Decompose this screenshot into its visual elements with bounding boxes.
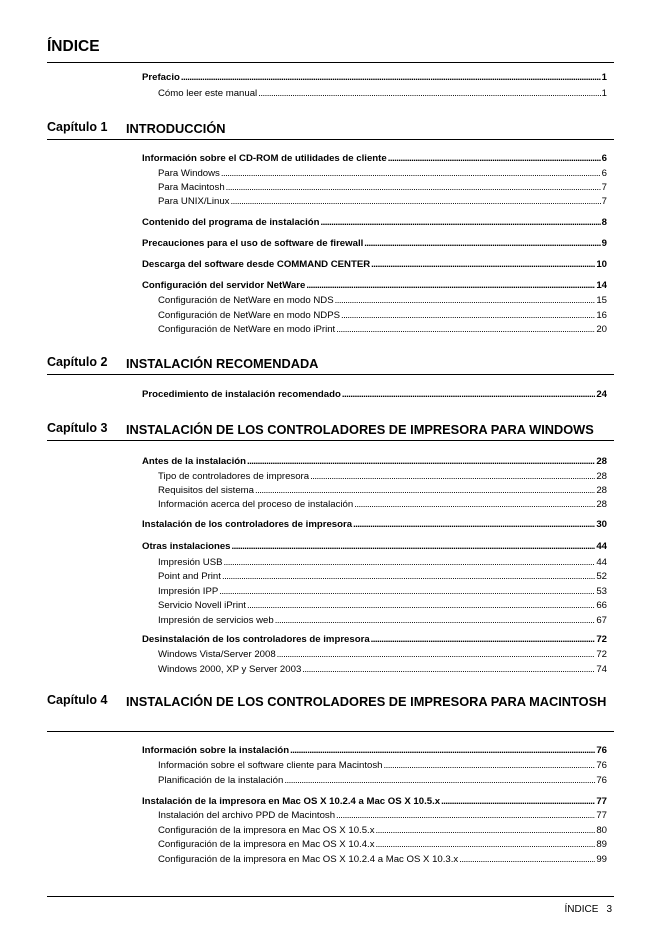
toc-entry[interactable]: Desinstalación de los controladores de impresora . . . 72 — [142, 633, 607, 646]
chapter-4-rule — [47, 731, 614, 732]
page-footer — [557, 904, 612, 915]
toc-entry-how-to-read[interactable]: Cómo leer este manual . . . 1 — [158, 87, 607, 100]
toc-entry[interactable]: Precauciones para el uso de software de firewall . . . 9 — [142, 237, 607, 250]
toc-entry[interactable]: Descarga del software desde COMMAND CENTER . . . 10 — [142, 258, 607, 271]
footer-label: ÍNDICE — [564, 904, 599, 915]
toc-entry[interactable]: Configuración de NetWare en modo iPrint . . . 20 — [158, 323, 607, 336]
toc-entry[interactable]: Otras instalaciones . . . 44 — [142, 540, 607, 553]
toc-entry[interactable]: Instalación del archivo PPD de Macintosh . . . 77 — [158, 809, 607, 822]
toc-entry[interactable]: Información sobre el CD-ROM de utilidades de cliente . . . 6 — [142, 152, 607, 165]
toc-entry[interactable]: Planificación de la instalación . . . 76 — [158, 774, 607, 787]
toc-entry[interactable]: Point and Print . . . 52 — [158, 570, 607, 583]
toc-entry[interactable]: Procedimiento de instalación recomendado . . . 24 — [142, 388, 607, 401]
page-number: 3 — [606, 904, 612, 915]
title-rule — [47, 62, 614, 63]
toc-entry[interactable]: Para Windows . . . 6 — [158, 167, 607, 180]
chapter-3-rule — [47, 440, 614, 441]
toc-entry[interactable]: Impresión de servicios web . . . 67 — [158, 614, 607, 627]
toc-entry[interactable]: Windows Vista/Server 2008 . . . 72 — [158, 648, 607, 661]
toc-entry[interactable]: Windows 2000, XP y Server 2003 . . . 74 — [158, 663, 607, 676]
toc-entry[interactable]: Información acerca del proceso de instalación . . . 28 — [158, 498, 607, 511]
toc-entry[interactable]: Configuración de NetWare en modo NDS . . . 15 — [158, 294, 607, 307]
toc-entry[interactable]: Configuración de NetWare en modo NDPS . . . 16 — [158, 309, 607, 322]
toc-entry[interactable]: Antes de la instalación . . . 28 — [142, 455, 607, 468]
toc-entry[interactable]: Información sobre la instalación . . . 76 — [142, 744, 607, 757]
toc-entry[interactable]: Impresión IPP . . . 53 — [158, 585, 607, 598]
toc-entry[interactable]: Instalación de los controladores de impresora . . . 30 — [142, 518, 607, 531]
toc-entry[interactable]: Contenido del programa de instalación . . . 8 — [142, 216, 607, 229]
toc-entry[interactable]: Configuración de la impresora en Mac OS X 10.5.x . . . 80 — [158, 824, 607, 837]
toc-entry[interactable]: Para Macintosh . . . 7 — [158, 181, 607, 194]
toc-entry-preface[interactable]: Prefacio . . . 1 — [142, 71, 607, 84]
toc-entry[interactable]: Servicio Novell iPrint . . . 66 — [158, 599, 607, 612]
toc-entry[interactable]: Configuración del servidor NetWare . . . 14 — [142, 279, 607, 292]
page-title: ÍNDICE — [47, 38, 100, 55]
toc-entry[interactable]: Impresión USB . . . 44 — [158, 556, 607, 569]
toc-entry[interactable]: Requisitos del sistema . . . 28 — [158, 484, 607, 497]
toc-entry[interactable]: Para UNIX/Linux . . . 7 — [158, 195, 607, 208]
chapter-2-rule — [47, 374, 614, 375]
toc-entry[interactable]: Instalación de la impresora en Mac OS X 10.2.4 a Mac OS X 10.5.x . . . 77 — [142, 795, 607, 808]
toc-entry[interactable]: Información sobre el software cliente para Macintosh . . . 76 — [158, 759, 607, 772]
chapter-1-rule — [47, 139, 614, 140]
toc-entry[interactable]: Tipo de controladores de impresora . . . 28 — [158, 470, 607, 483]
toc-entry[interactable]: Configuración de la impresora en Mac OS X 10.2.4 a Mac OS X 10.3.x . . . 99 — [158, 853, 607, 866]
footer-rule — [47, 896, 614, 897]
toc-entry[interactable]: Configuración de la impresora en Mac OS X 10.4.x . . . 89 — [158, 838, 607, 851]
